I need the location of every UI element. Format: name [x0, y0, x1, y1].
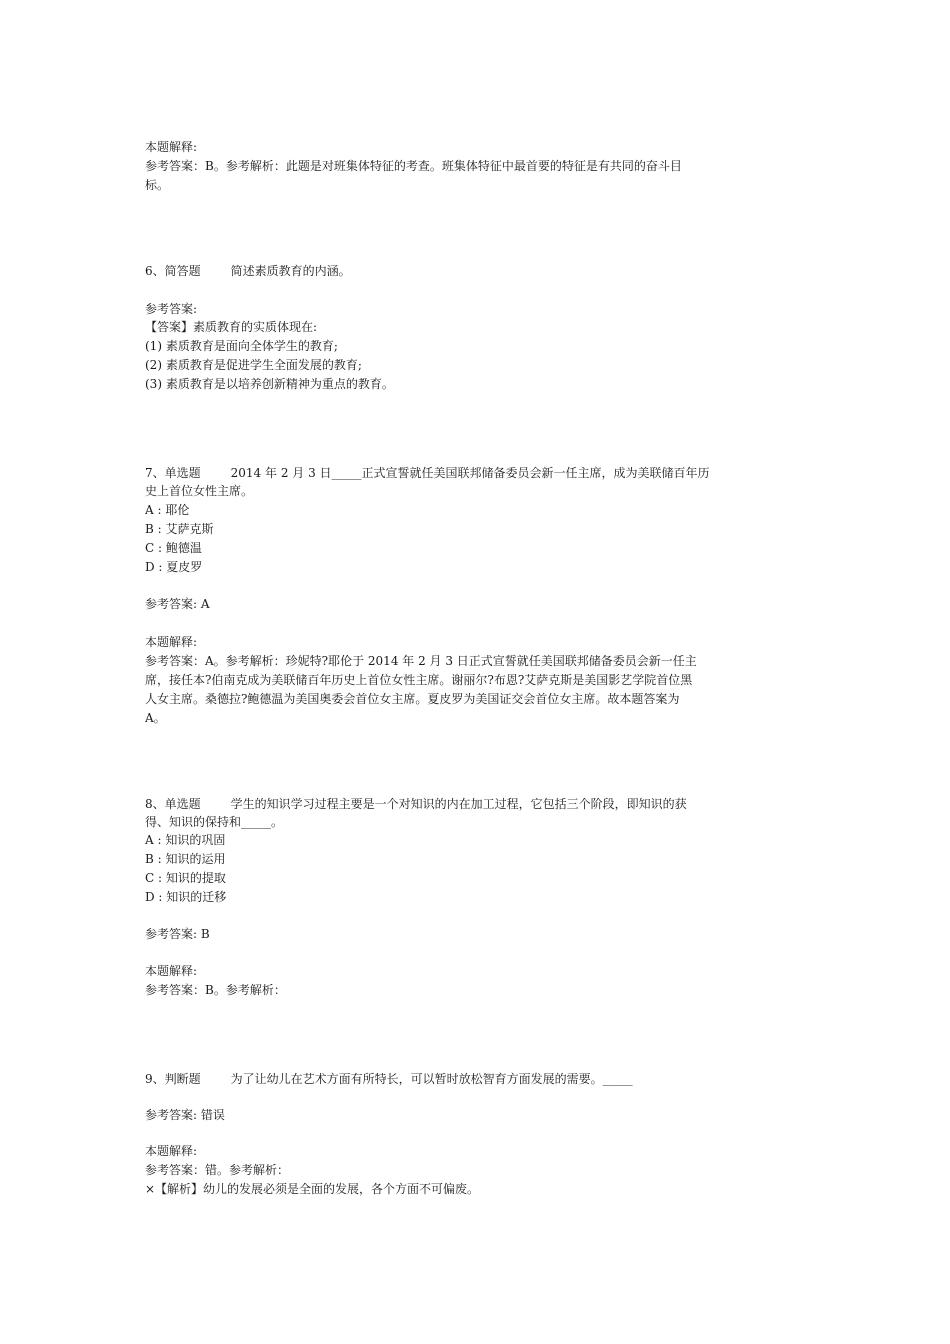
q6-answer-line-1: 【答案】素质教育的实质体现在: — [145, 320, 318, 334]
q8-explain-label: 本题解释: — [145, 964, 198, 978]
q7-type: 单选题 — [164, 466, 201, 480]
q8-heading — [145, 795, 805, 813]
q5-explain-line-1: 参考答案：B。参考解析：此题是对班集体特征的考查。班集体特征中最首要的特征是有共同的奋斗目 — [145, 159, 682, 173]
q6-number: 6、 — [145, 264, 165, 278]
q7-explain-line-4: A。 — [145, 711, 166, 725]
q6-answer-label: 参考答案: — [145, 302, 198, 316]
q6-type: 简答题 — [164, 264, 201, 278]
q7-answer: 参考答案: A — [145, 597, 210, 611]
q7-explain-label: 本题解释: — [145, 635, 198, 649]
q8-number: 8、 — [145, 797, 165, 811]
q9-type: 判断题 — [164, 1072, 201, 1086]
q9-explain-line-2: ×【解析】幼儿的发展必须是全面的发展，各个方面不可偏废。 — [145, 1182, 480, 1196]
q8-answer: 参考答案: B — [145, 927, 210, 941]
q9-stem: 为了让幼儿在艺术方面有所特长，可以暂时放松智育方面发展的需要。_____ — [230, 1072, 633, 1086]
q8-option-a: A : 知识的巩固 — [145, 833, 226, 847]
q9-explain-line-1: 参考答案：错。参考解析： — [145, 1163, 290, 1177]
q7-option-d: D : 夏皮罗 — [145, 560, 203, 574]
q6-answer-line-2: (1) 素质教育是面向全体学生的教育; — [145, 339, 338, 353]
q7-number: 7、 — [145, 466, 165, 480]
q7-option-c: C : 鲍德温 — [145, 541, 202, 555]
q8-option-d: D : 知识的迁移 — [145, 890, 227, 904]
q7-explain-line-1: 参考答案：A。参考解析：珍妮特?耶伦于 2014 年 2 月 3 日正式宣誓就任美国联邦储备委员会新一任主 — [145, 654, 697, 668]
q9-explain-label: 本题解释: — [145, 1144, 198, 1158]
q7-option-a: A : 耶伦 — [145, 503, 190, 517]
q6-answer-line-3: (2) 素质教育是促进学生全面发展的教育; — [145, 358, 362, 372]
q8-option-b: B : 知识的运用 — [145, 852, 226, 866]
q8-explain-line-1: 参考答案：B。参考解析： — [145, 983, 286, 997]
q6-heading — [145, 262, 805, 280]
q5-explain-label: 本题解释: — [145, 140, 198, 154]
q7-stem-line-1: 2014 年 2 月 3 日_____正式宣誓就任美国联邦储备委员会新一任主席，成为美联储百年历 — [230, 466, 710, 480]
q7-option-b: B : 艾萨克斯 — [145, 522, 214, 536]
q9-answer: 参考答案: 错误 — [145, 1108, 225, 1122]
q7-stem-line-2: 史上首位女性主席。 — [145, 484, 254, 498]
q8-stem-line-2: 得、知识的保持和_____。 — [145, 815, 284, 829]
q9-number: 9、 — [145, 1072, 165, 1086]
q7-explain-line-2: 席，接任本?伯南克成为美联储百年历史上首位女性主席。谢丽尔?布恩?艾萨克斯是美国影艺学院首位黑 — [145, 673, 693, 687]
q8-stem-line-1: 学生的知识学习过程主要是一个对知识的内在加工过程，它包括三个阶段，即知识的获 — [230, 797, 687, 811]
q9-heading — [145, 1070, 805, 1088]
q6-answer-line-4: (3) 素质教育是以培养创新精神为重点的教育。 — [145, 377, 394, 391]
q8-type: 单选题 — [164, 797, 201, 811]
q7-heading — [145, 464, 805, 482]
q6-stem: 简述素质教育的内涵。 — [230, 264, 351, 278]
q8-option-c: C : 知识的提取 — [145, 871, 226, 885]
q7-explain-line-3: 人女主席。桑德拉?鲍德温为美国奥委会首位女主席。夏皮罗为美国证交会首位女主席。故本题答案为 — [145, 692, 680, 706]
q5-explain-line-2: 标。 — [145, 178, 170, 192]
